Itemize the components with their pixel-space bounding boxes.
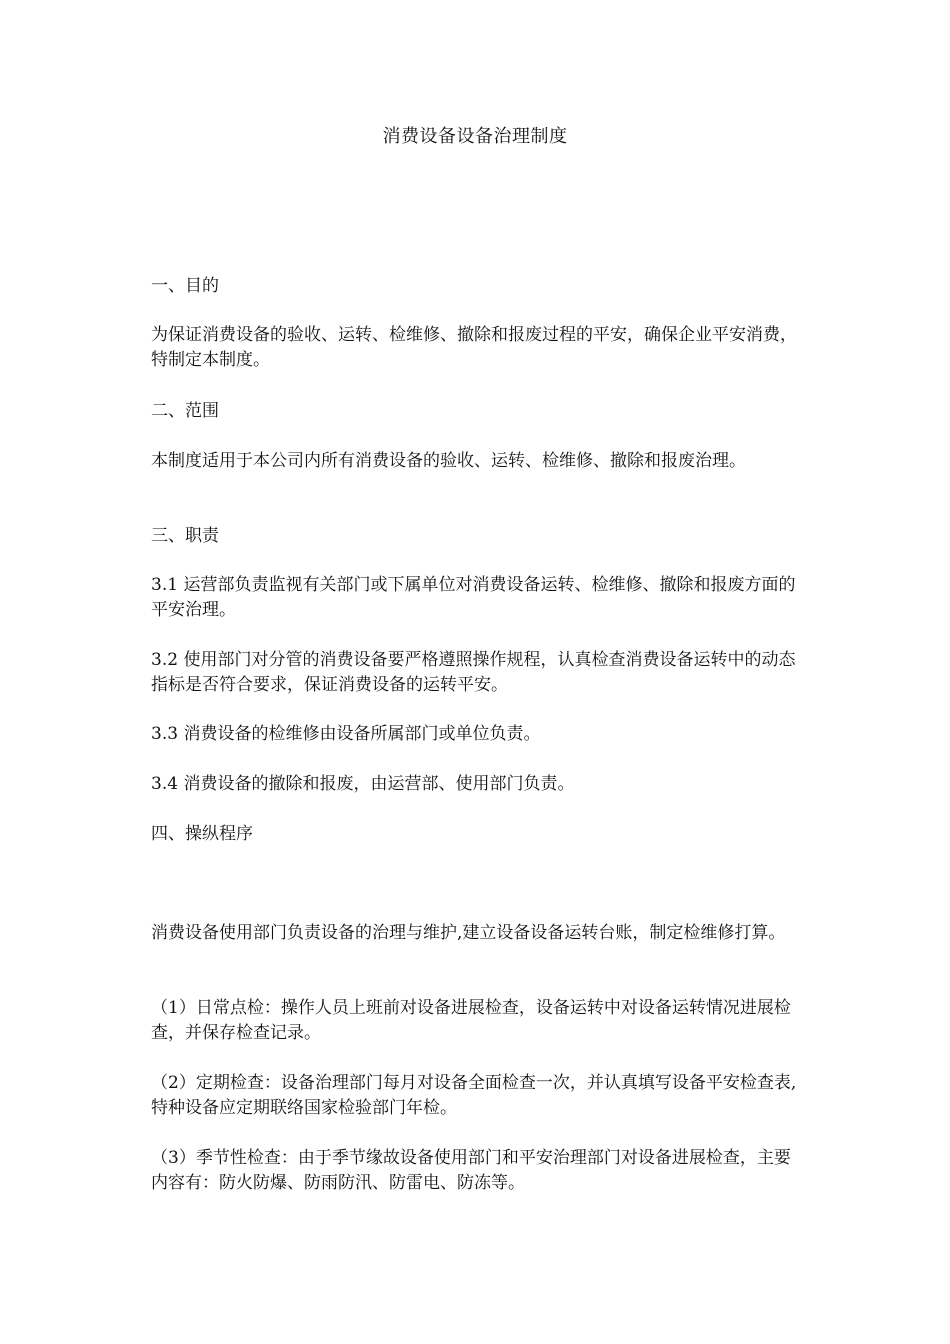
section-heading-responsibilities: 三、职责 — [151, 526, 219, 546]
purpose-paragraph: 为保证消费设备的验收、运转、检维修、撤除和报废过程的平安，确保企业平安消费，特制定本制度。 — [151, 325, 797, 370]
section-heading-purpose: 一、目的 — [151, 276, 219, 296]
responsibility-3-3: 3.3 消费设备的检维修由设备所属部门或单位负责。 — [151, 724, 541, 744]
scope-paragraph: 本制度适用于本公司内所有消费设备的验收、运转、检维修、撤除和报废治理。 — [151, 451, 746, 471]
procedure-daily-inspection: （1）日常点检：操作人员上班前对设备进展检查，设备运转中对设备运转情况进展检查，并保存检查记录。 — [151, 998, 791, 1043]
responsibility-3-1: 3.1 运营部负责监视有关部门或下属单位对消费设备运转、检维修、撤除和报废方面的平安治理。 — [151, 575, 796, 620]
document-title: 消费设备设备治理制度 — [382, 126, 568, 147]
responsibility-3-4: 3.4 消费设备的撤除和报废，由运营部、使用部门负责。 — [151, 774, 575, 794]
procedure-intro-paragraph: 消费设备使用部门负责设备的治理与维护,建立设备设备运转台账，制定检维修打算。 — [151, 923, 786, 943]
procedure-periodic-inspection: （2）定期检查：设备治理部门每月对设备全面检查一次，并认真填写设备平安检查表,特种设备应定期联络国家检验部门年检。 — [151, 1073, 797, 1118]
procedure-seasonal-inspection: （3）季节性检查：由于季节缘故设备使用部门和平安治理部门对设备进展检查，主要内容有：防火防爆、防雨防汛、防雷电、防冻等。 — [151, 1148, 791, 1193]
section-heading-procedure: 四、操纵程序 — [151, 824, 253, 844]
responsibility-3-2: 3.2 使用部门对分管的消费设备要严格遵照操作规程，认真检查消费设备运转中的动态指标是否符合要求，保证消费设备的运转平安。 — [151, 650, 796, 695]
section-heading-scope: 二、范围 — [151, 401, 219, 421]
